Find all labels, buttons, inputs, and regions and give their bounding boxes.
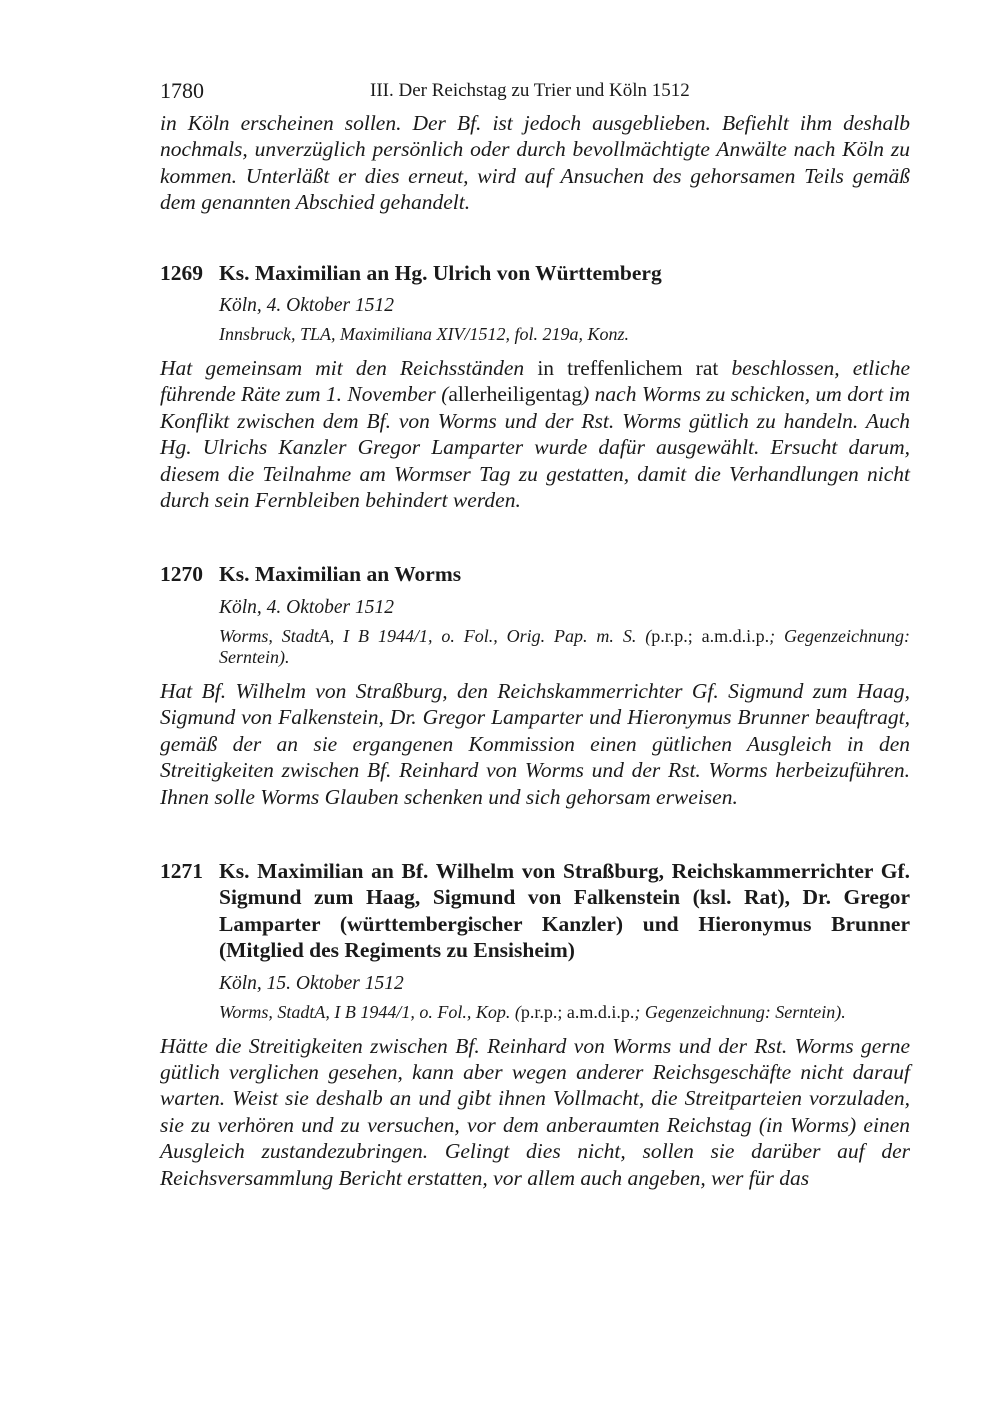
entry-heading	[160, 858, 910, 964]
entry-source	[219, 626, 910, 668]
entry-1270	[160, 561, 910, 809]
entry-title: Ks. Maximilian an Worms	[219, 562, 462, 587]
source-part: ; Gegenzeichnung: Serntein).	[634, 1001, 846, 1022]
entry-number: 1269	[160, 260, 203, 285]
page	[160, 78, 910, 1191]
summary-part: Hat gemeinsam mit den Reichsständen	[160, 356, 525, 381]
summary-quote: in treffenlichem rat	[537, 356, 719, 381]
entry-source: Innsbruck, TLA, Maximiliana XIV/1512, fol. 219a, Konz.	[219, 324, 629, 345]
source-quote: p.r.p.;	[651, 625, 693, 646]
entry-place-date: Köln, 4. Oktober 1512	[219, 596, 394, 618]
source-part: Worms, StadtA, I B 1944/1, o. Fol., Orig. Pap. m. S. (	[219, 625, 652, 646]
intro-paragraph: in Köln erscheinen sollen. Der Bf. ist jedoch ausgeblieben. Befiehlt ihm deshalb nochmals, unverzüglich persönlich oder durch bevollmächtigte Anwälte nach Köln zu kommen. Unterläßt er dies erneut, wird auf Ansuchen des gehorsamen Teils gemäß dem genannten Abschied gehandelt.	[160, 111, 910, 215]
entry-heading	[160, 260, 910, 286]
source-quote: p.r.p.;	[520, 1001, 563, 1022]
source-part: ; Gegenzeichnung: Serntein).	[219, 625, 911, 667]
source-quote: a.m.d.i.p.	[566, 1001, 635, 1022]
summary-part: ) nach Worms zu schicken, um dort im Konflikt zwischen dem Bf. von Worms und der Rst. Worms gütlich zu handeln. Auch Hg. Ulrichs Kanzler Gregor Lamparter wurde dafür ausgewählt. Ersucht darum, diesem die Teilnahme am Wormser Tag zu gestatten, damit die Verhandlungen nicht durch sein Fernbleiben behindert werden.	[160, 382, 910, 513]
summary-quote: allerheiligentag	[448, 382, 583, 407]
page-header	[160, 78, 910, 108]
page-number: 1780	[160, 78, 204, 103]
entry-summary: Hätte die Streitigkeiten zwischen Bf. Reinhard von Worms und der Rst. Worms gerne gütlich verglichen gesehen, kann aber wegen anderer Reichsgeschäfte nicht darauf warten. Weist sie deshalb an und gibt ihnen Vollmacht, die Streitparteien vorzuladen, sie zu verhören und zu versuchen, vor dem anberaumten Reichstag (in Worms) einen Ausgleich zustandezubringen. Gelingt dies nicht, sollen sie darüber auf der Reichsversammlung Bericht erstatten, vor allem auch angeben, wer für das	[160, 1033, 910, 1190]
running-head: III. Der Reichstag zu Trier und Köln 1512	[370, 80, 690, 101]
entry-1269	[160, 260, 910, 514]
summary-part: beschlossen, etliche führende Räte zum 1. November (	[160, 356, 910, 407]
entry-title: Ks. Maximilian an Bf. Wilhelm von Straßburg, Reichskammerrichter Gf. Sigmund zum Haag, Sigmund von Falkenstein (ksl. Rat), Dr. Gregor Lamparter (württembergischer Kanzler) und Hieronymus Brunner (Mitglied des Regiments zu Ensisheim)	[219, 858, 910, 963]
entry-place-date: Köln, 4. Oktober 1512	[219, 295, 394, 317]
entry-number: 1271	[160, 858, 203, 883]
entry-number: 1270	[160, 562, 203, 587]
entry-heading	[160, 561, 910, 587]
entry-summary	[160, 355, 910, 513]
entry-place-date: Köln, 15. Oktober 1512	[219, 972, 404, 994]
entry-summary: Hat Bf. Wilhelm von Straßburg, den Reichskammerrichter Gf. Sigmund zum Haag, Sigmund von Falkenstein, Dr. Gregor Lamparter und Hieronymus Brunner beauftragt, gemäß der an sie ergangenen Kommission einen gütlichen Ausgleich in den Streitigkeiten zwischen Bf. Reinhard von Worms und der Rst. Worms herbeizuführen. Ihnen solle Worms Glauben schenken und sich gehorsam erweisen.	[160, 678, 910, 809]
source-quote: a.m.d.i.p.	[701, 625, 770, 646]
entry-source	[219, 1002, 910, 1023]
entry-1271	[160, 858, 910, 1191]
source-part: Worms, StadtA, I B 1944/1, o. Fol., Kop. (	[219, 1001, 521, 1022]
entry-title: Ks. Maximilian an Hg. Ulrich von Württemberg	[219, 260, 662, 285]
